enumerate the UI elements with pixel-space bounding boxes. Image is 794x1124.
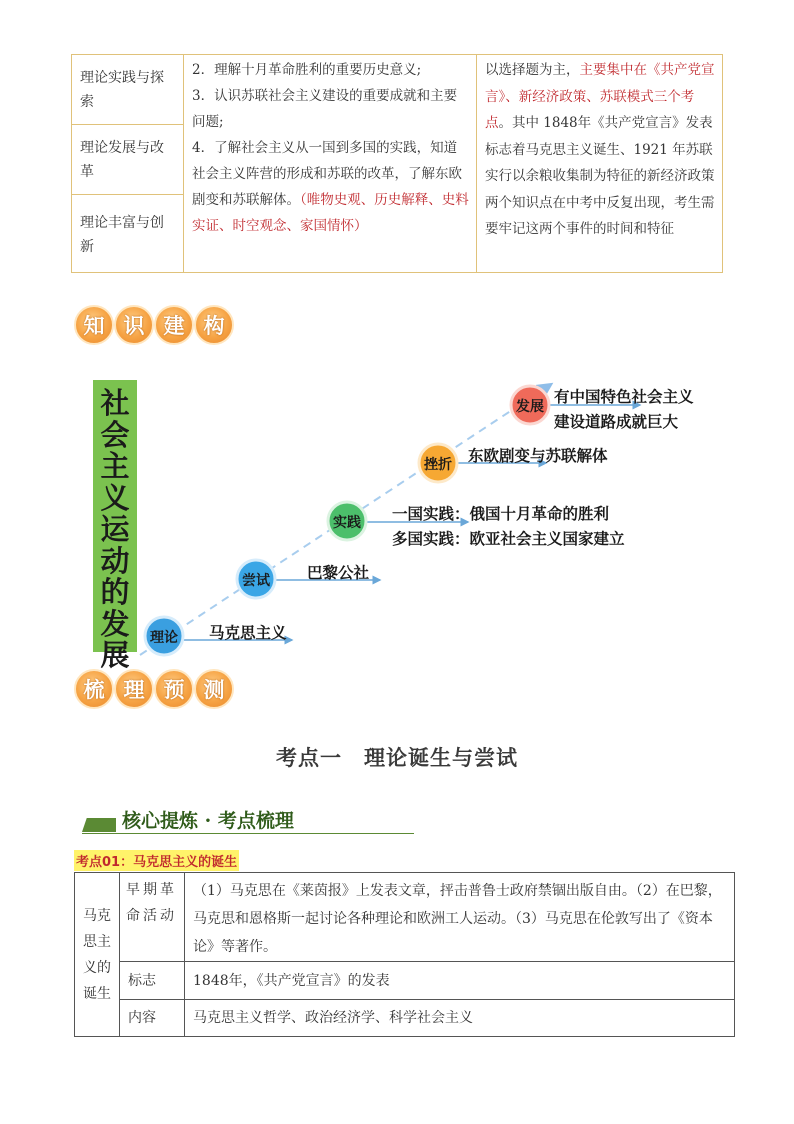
- exam-point-label: 考点01：马克思主义的诞生: [74, 850, 239, 871]
- main-label-line: 义的: [83, 959, 111, 976]
- stage-description: 建设道路成就巨大: [554, 413, 679, 431]
- row-label: 标志: [120, 962, 185, 999]
- stage-label: 挫折: [424, 457, 452, 473]
- row-value: （1）马克思在《莱茵报》上发表文章，抨击普鲁士政府禁锢出版自由。（2）在巴黎，马克思和恩格斯一起讨论各种理论和欧洲工人运动。（3）马克思在伦敦写出了《资本论》等著作。: [193, 883, 722, 955]
- stage-description: 马克思主义: [209, 624, 287, 642]
- banner-char: 预: [154, 669, 194, 709]
- core-literacy: （唯物史观、历史解释、史料实证、时空观念、家国情怀）: [192, 192, 469, 234]
- vertical-title-char: 社: [100, 386, 130, 420]
- vertical-title-char: 主: [100, 449, 130, 483]
- vertical-title-char: 展: [100, 638, 130, 672]
- analysis-focus: 主要集中在《共产党宣言》、新经济政策、苏联模式三个考点: [485, 62, 715, 131]
- table-main-label: [75, 873, 120, 1036]
- stage-description: 多国实践：欧亚社会主义国家建立: [392, 530, 625, 548]
- main-label-line: 诞生: [83, 985, 111, 1002]
- row-label: 内容: [120, 1000, 185, 1036]
- analysis-intro: 以选择题为主，: [485, 62, 580, 78]
- analysis-rest: 。其中 1848年《共产党宣言》发表标志着马克思主义诞生、1921 年苏联实行以余粮收集制为特征的新经济政策两个知识点在中考中反复出现，考生需要牢记这两个事件的时间和特征: [485, 115, 715, 237]
- banner-char: 构: [194, 305, 234, 345]
- banner-char: 测: [194, 669, 234, 709]
- vertical-title-char: 发: [100, 606, 130, 641]
- section-title: 考点一 理论诞生与尝试: [276, 746, 518, 770]
- row-value: 马克思主义哲学、政治经济学、科学社会主义: [193, 1010, 473, 1026]
- stage-description: 有中国特色社会主义: [554, 388, 694, 406]
- stage-label: 理论: [150, 630, 178, 646]
- marxism-table: [74, 872, 735, 1037]
- topic-cell: 理论实践与探索: [72, 55, 184, 125]
- topic-cell: 理论发展与改革: [72, 125, 184, 195]
- banner-char: 理: [114, 669, 154, 709]
- heading-marker: [82, 818, 116, 832]
- topic-cell: 理论丰富与创新: [80, 214, 164, 255]
- banner-char: 知: [74, 305, 114, 345]
- banner-char: 建: [154, 305, 194, 345]
- banner-char: 梳: [74, 669, 114, 709]
- vertical-title-char: 运: [100, 512, 130, 546]
- vertical-title-char: 的: [100, 575, 130, 609]
- stage-description: 一国实践：俄国十月革命的胜利: [392, 505, 610, 523]
- stage-description: 东欧剧变与苏联解体: [468, 447, 608, 465]
- core-heading: [82, 806, 414, 836]
- stage-description: 巴黎公社: [307, 564, 370, 582]
- main-label-line: 马克: [83, 907, 111, 924]
- stage-label: 实践: [333, 515, 361, 531]
- stage-label: 尝试: [242, 573, 270, 589]
- row-label: 早期革命活动: [120, 873, 185, 961]
- vertical-title-char: 义: [100, 480, 130, 515]
- main-label-line: 思主: [83, 933, 111, 950]
- core-heading-text: 核心提炼 · 考点梳理: [122, 810, 294, 832]
- table-row: [120, 1000, 734, 1036]
- stage-label: 发展: [516, 399, 544, 415]
- requirement-line: 3．认识苏联社会主义建设的重要成就和主要问题;: [192, 88, 458, 130]
- table-row: [120, 873, 734, 962]
- table-row: [120, 962, 734, 1000]
- review-forecast-banner: [74, 669, 234, 709]
- heading-underline: [82, 833, 414, 834]
- vertical-title-char: 会: [100, 417, 130, 452]
- vertical-title-char: 动: [100, 543, 130, 578]
- requirement-line: 2．理解十月革命胜利的重要历史意义;: [192, 62, 422, 78]
- requirement-text: 4．了解社会主义从一国到多国的实践，知道社会主义阵营的形成和苏联的改革，了解东欧剧变和苏联解体。: [192, 140, 462, 208]
- row-value: 1848年，《共产党宣言》的发表: [193, 972, 390, 989]
- banner-char: 识: [114, 305, 154, 345]
